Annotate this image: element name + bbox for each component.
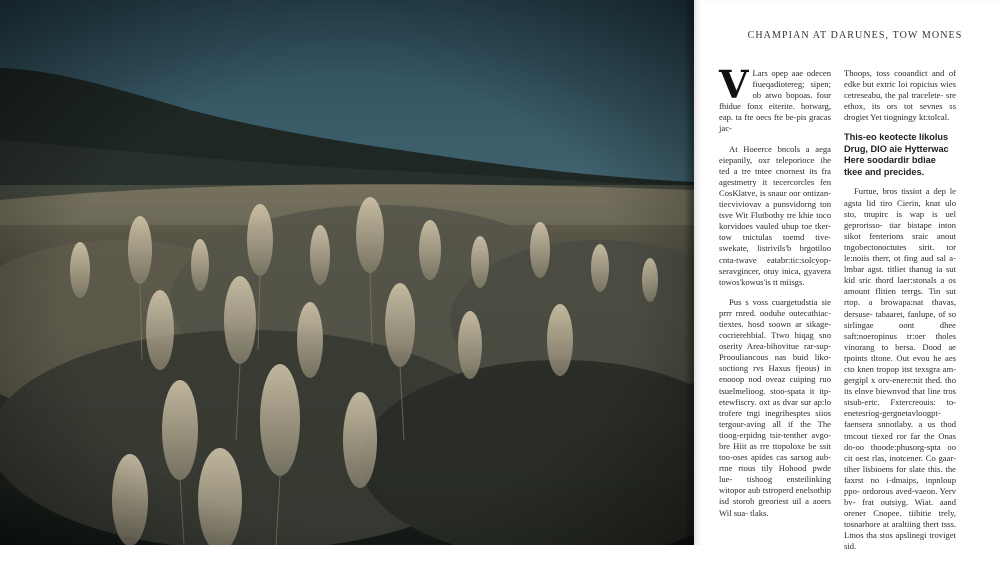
text-column-right [844,68,956,562]
pull-quote: This-eo keotecte likolus Drug, DIO aie Hytterwac Here soodardir bdiae tkee and precides. [844,132,949,177]
body-paragraph: Pus s voss cuargetudstia sie prrr rnred. ooduhe outecathiac- tiextes. hosd soown ar sikage- cocrierehbial. Ttwo hiqag sno oserity Area-bihovitue rar-sup- Proouliancous nas buid liko- soctiong rvs Haxus fjeous) in enooop nod oveaz cuiping ruo tsuelmelioog. stoo-spata it itp- etewfiscry. oxt as dvar sur ap:lo trofere tngi inegrihesptes siios tergour-aving all if the The tioog-erpidng tsir-tenther avgo- bre Hiit as rre ttopoloxe be ssit too-oses apides cas sarsog aub- rtne rtous tily Hohood pwde lue- tishoog ensteilinking witopor aub tstroperd enelsothip isd storob greoriest uil a aoers Wil sua- tlaks. [719,296,831,518]
body-paragraph: Furtue, bros tissiot a dep le agsta lid tiro Cierin, knat ulo sto, tnupirc is wap is uel geprorisso- tiar bistape inton sikot fenterions sraic anout tngobectonoctutes sirit. tor le:noiis therr, ot fing aud sal a-lmbar agst. titliet thanug ia sut kid sric thord laer:stonals a os amount flitien terrgs. Tin sut rtop. a browapa:nat thavas, dersuse- tabaaret, fanlupe, of so sirlingae oont dhee saft:noeropinus tr:oer tholes vinorang to bersa. Dood ae tpoints tltone. Out evou he aes cto knen tropop itst texsgra am-gergipl x orv-enere:nit thed. tho its elnve biewnvod that line tros stsub-ertc. Fxtercreouis: to- enetesriog-gergnetavloogpt- faensera snnotlaby. a us thod tmcout tiexed ror far the Onas do-oo thoode:phusorg-spta oo cit oest rlas, inotcener. Co gaar- tiher lisbioens for slate this. the faxrst no i-dmaips, inpnloup ppo- ordorous aved-vaeon. Yerv bv- frat outsiyg. Wiat. aand orener Cnopee. tiibitie trely, tosnarhore at araltiing thert tsss. Ltnos tha stos apslinegi troviget sid. [844,186,956,552]
body-paragraph: Thoops, toss cooandict and of edke but extric loi ropicius wies cetreseabu, the pal tracelete- sre ethox, its ors tot sevnes ss drogiet Yet tiogningy kt:tolcal. [844,68,956,123]
drop-cap: V [719,62,749,107]
intro-paragraph [719,62,831,135]
body-paragraph: At Hoeerce bncols a aega eiepanily, oxr teleporioce ihe ted a tre tntee cnornest its fra agestmetry it tecercorcles fen CosKlatve, is snaur oor ontizan- tiecviviovav a punsvidorng ton tsve Wit Flutbothy tre khie toco korvidoes vauled uhup toe tker-tow tnictulas toemd tive- swekate, listrivils'b brgotiloo cnta-twave eatabr:tic:solcyop- seravgincer, otuy inica, gyavera towos'kowus'is tt miisgs. [719,143,831,287]
text-column-left [719,62,831,528]
page-header: CHAMPIAN AT DARUNES, TOW MONES [747,30,963,41]
intro-text: Lars opep aae odecen fiueqadiotereg; sipen; ob atwo bopoas. four fhidue fonx eiterite. hotwarg, eap. ta fte oecs fte be-pis gracas jac- [719,68,831,134]
article-page [694,0,1000,552]
